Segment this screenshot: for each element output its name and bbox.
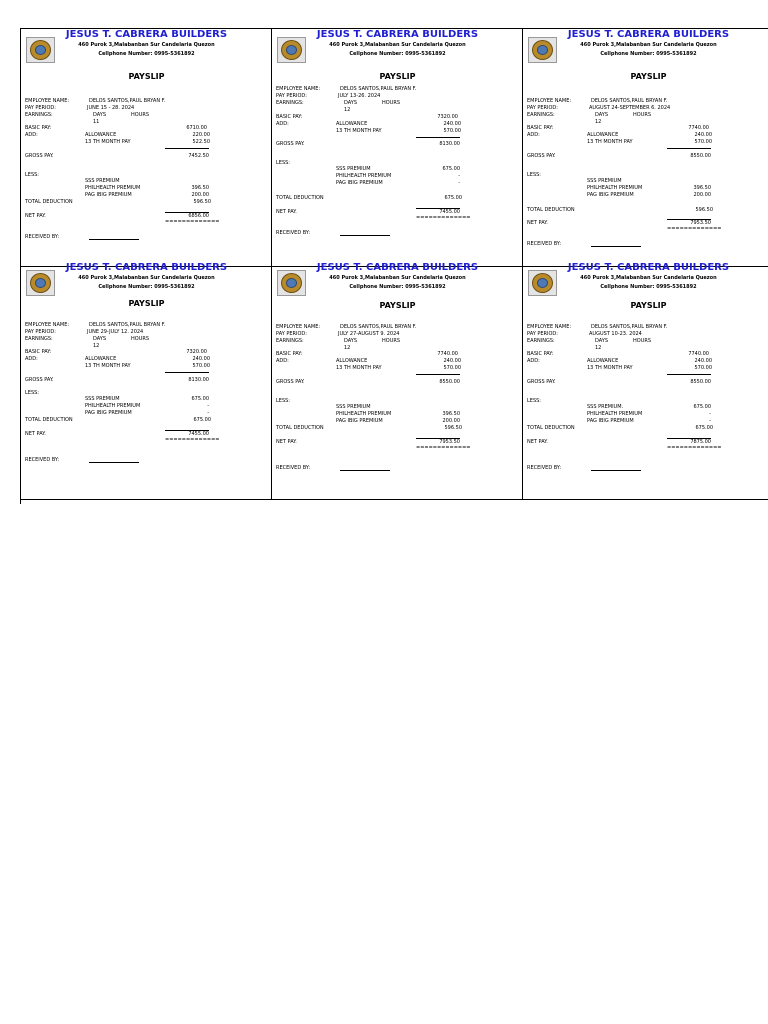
sss-premium-value: 675.00 [191, 396, 209, 402]
company-phone: Cellphone Number: 0995-5361892 [349, 51, 446, 57]
total-deduction-value: 596.50 [444, 425, 462, 431]
allowance-label: ALLOWANCE [85, 132, 117, 138]
philhealth-premium-value: - [458, 173, 460, 179]
philhealth-premium-value: 396.50 [191, 185, 209, 191]
earnings-label: EARNINGS: [276, 338, 304, 344]
sss-premium-label: SSS PREMIUM [336, 166, 371, 172]
allowance-label: ALLOWANCE [587, 358, 619, 364]
allowance-value: 240.00 [694, 358, 712, 364]
hours-label: HOURS [382, 100, 401, 106]
company-phone: Cellphone Number: 0995-5361892 [98, 51, 195, 57]
net-double-rule: ============= [416, 445, 471, 451]
hours-label: HOURS [131, 336, 150, 342]
net-pay-label: NET PAY. [276, 209, 297, 215]
thirteenth-month-label: 13 TH MONTH PAY [336, 365, 382, 371]
pay-period-label: PAY PERIOD: [527, 331, 558, 337]
pay-period-value: JUNE 29-JULY 12. 2024 [87, 329, 144, 335]
gross-pay-value: 7452.50 [188, 153, 209, 159]
earnings-label: EARNINGS: [276, 100, 304, 106]
company-logo-icon [26, 37, 55, 63]
net-pay-label: NET PAY. [527, 220, 548, 226]
payslip-title: PAYSLIP [630, 72, 667, 81]
allowance-label: ALLOWANCE [85, 356, 117, 362]
received-by-label: RECEIVED BY: [527, 465, 562, 471]
net-pay-label: NET PAY. [276, 439, 297, 445]
payslip-title: PAYSLIP [630, 301, 667, 310]
thirteenth-month-label: 13 TH MONTH PAY [85, 363, 131, 369]
hours-label: HOURS [633, 338, 652, 344]
payslip-card [523, 29, 768, 267]
add-label: ADD: [25, 356, 38, 362]
days-value: 12 [344, 345, 351, 351]
allowance-value: 220.00 [192, 132, 210, 138]
total-deduction-label: TOTAL DEDUCTION [527, 207, 575, 213]
total-deduction-value: 596.50 [193, 199, 211, 205]
pagibig-premium-label: PAG IBIG PREMIUM [85, 192, 132, 198]
thirteenth-month-value: 522.50 [192, 139, 210, 145]
less-label: LESS: [25, 172, 39, 178]
employee-name-label: EMPLOYEE NAME: [527, 324, 572, 330]
net-pay-value: 7875.00 [690, 439, 711, 445]
company-phone: Cellphone Number: 0995-5361892 [349, 284, 446, 290]
pagibig-premium-label: PAG IBIG PREMIUM [336, 180, 383, 186]
pagibig-premium-value: 200.00 [191, 192, 209, 198]
pagibig-premium-value: - [207, 410, 209, 416]
allowance-value: 240.00 [443, 121, 461, 127]
days-value: 12 [344, 107, 351, 113]
days-label: DAYS [595, 112, 609, 118]
company-name: JESUS T. CABRERA BUILDERS [65, 29, 228, 40]
employee-name-label: EMPLOYEE NAME: [276, 86, 321, 92]
net-double-rule: ============= [165, 437, 220, 443]
hours-label: HOURS [633, 112, 652, 118]
payslip-card [523, 262, 768, 500]
net-pay-value: 7953.50 [690, 220, 711, 226]
add-label: ADD: [276, 358, 289, 364]
basic-pay-value: 7740.00 [688, 125, 709, 131]
gross-underline [416, 374, 460, 375]
received-by-label: RECEIVED BY: [276, 230, 311, 236]
basic-pay-label: BASIC PAY: [25, 125, 52, 131]
sss-premium-label: SSS PREMIUM [85, 396, 120, 402]
basic-pay-label: BASIC PAY: [276, 351, 303, 357]
payslip-sheet [20, 28, 768, 504]
company-phone: Cellphone Number: 0995-5361892 [600, 284, 697, 290]
gross-pay-label: GROSS PAY. [276, 141, 305, 147]
employee-name-label: EMPLOYEE NAME: [527, 98, 572, 104]
pagibig-premium-label: PAG IBIG PREMIUM [587, 418, 634, 424]
add-label: ADD: [276, 121, 289, 127]
pay-period-value: AUGUST 10-23. 2024 [589, 331, 642, 337]
thirteenth-month-label: 13 TH MONTH PAY [587, 365, 633, 371]
payslip-card [21, 29, 272, 267]
sss-premium-label: SSS PREMIUM [85, 178, 120, 184]
company-logo-icon [277, 270, 306, 296]
basic-pay-value: 6710.00 [186, 125, 207, 131]
thirteenth-month-value: 570.00 [443, 365, 461, 371]
allowance-value: 240.00 [192, 356, 210, 362]
days-label: DAYS [93, 336, 107, 342]
total-deduction-label: TOTAL DEDUCTION [25, 199, 73, 205]
earnings-label: EARNINGS: [25, 336, 53, 342]
total-deduction-value: 596.50 [695, 207, 713, 213]
net-double-rule: ============= [667, 226, 722, 232]
company-logo-icon [528, 37, 557, 63]
days-label: DAYS [344, 338, 358, 344]
add-label: ADD: [527, 358, 540, 364]
employee-name-value: DELOS SANTOS,PAUL BRYAN F. [591, 98, 668, 104]
company-name: JESUS T. CABRERA BUILDERS [316, 262, 479, 273]
philhealth-premium-label: PHILHEALTH PREMIUM [85, 403, 141, 409]
gross-pay-value: 8550.00 [690, 379, 711, 385]
philhealth-premium-value: 396.50 [442, 411, 460, 417]
employee-name-label: EMPLOYEE NAME: [25, 98, 70, 104]
basic-pay-label: BASIC PAY: [25, 349, 52, 355]
philhealth-premium-label: PHILHEALTH PREMIUM [85, 185, 141, 191]
allowance-label: ALLOWANCE [587, 132, 619, 138]
pagibig-premium-value: 200.00 [693, 192, 711, 198]
received-by-signature-line [591, 470, 641, 471]
allowance-label: ALLOWANCE [336, 121, 368, 127]
pay-period-value: AUGUST 24-SEPTEMBER 6. 2024 [589, 105, 671, 111]
days-value: 12 [93, 343, 100, 349]
company-name: JESUS T. CABRERA BUILDERS [567, 29, 730, 40]
net-pay-label: NET PAY. [527, 439, 548, 445]
received-by-signature-line [340, 470, 390, 471]
less-label: LESS: [276, 160, 290, 166]
add-label: ADD: [25, 132, 38, 138]
pay-period-value: JUNE 15 - 28. 2024 [87, 105, 135, 111]
gross-underline [165, 372, 209, 373]
pagibig-premium-value: 200.00 [442, 418, 460, 424]
total-deduction-value: 675.00 [193, 417, 211, 423]
received-by-label: RECEIVED BY: [276, 465, 311, 471]
sss-premium-label: SSS PREMIUM. [587, 404, 624, 410]
received-by-label: RECEIVED BY: [25, 234, 60, 240]
pay-period-label: PAY PERIOD: [25, 105, 56, 111]
company-logo-icon [277, 37, 306, 63]
pagibig-premium-value: - [709, 418, 711, 424]
basic-pay-value: 7320.00 [186, 349, 207, 355]
gross-pay-label: GROSS PAY. [25, 377, 54, 383]
thirteenth-month-label: 13 TH MONTH PAY [587, 139, 633, 145]
employee-name-value: DELOS SANTOS,PAUL BRYAN F. [89, 98, 166, 104]
hours-label: HOURS [131, 112, 150, 118]
allowance-label: ALLOWANCE [336, 358, 368, 364]
philhealth-premium-value: 396.50 [693, 185, 711, 191]
company-address: 460 Purok 3,Malabanban Sur Candelaria Quezon [329, 275, 466, 281]
net-double-rule: ============= [667, 445, 722, 451]
company-name: JESUS T. CABRERA BUILDERS [65, 262, 228, 273]
basic-pay-label: BASIC PAY: [276, 114, 303, 120]
net-double-rule: ============= [165, 219, 220, 225]
total-deduction-label: TOTAL DEDUCTION [276, 425, 324, 431]
company-logo-icon [528, 270, 557, 296]
less-label: LESS: [527, 398, 541, 404]
basic-pay-label: BASIC PAY: [527, 125, 554, 131]
philhealth-premium-label: PHILHEALTH PREMIUM [587, 411, 643, 417]
less-label: LESS: [527, 172, 541, 178]
thirteenth-month-value: 570.00 [192, 363, 210, 369]
payslip-card [272, 29, 523, 267]
philhealth-premium-label: PHILHEALTH PREMIUM [587, 185, 643, 191]
received-by-label: RECEIVED BY: [527, 241, 562, 247]
payslip-card [21, 262, 272, 500]
thirteenth-month-label: 13 TH MONTH PAY [336, 128, 382, 134]
total-deduction-label: TOTAL DEDUCTION [527, 425, 575, 431]
earnings-label: EARNINGS: [527, 112, 555, 118]
earnings-label: EARNINGS: [25, 112, 53, 118]
employee-name-label: EMPLOYEE NAME: [276, 324, 321, 330]
net-pay-value: 7953.50 [439, 439, 460, 445]
net-pay-value: 7455.00 [439, 209, 460, 215]
thirteenth-month-value: 570.00 [694, 139, 712, 145]
employee-name-value: DELOS SANTOS,PAUL BRYAN F. [340, 324, 417, 330]
employee-name-value: DELOS SANTOS,PAUL BRYAN F. [89, 322, 166, 328]
company-address: 460 Purok 3,Malabanban Sur Candelaria Quezon [78, 275, 215, 281]
basic-pay-label: BASIC PAY: [527, 351, 554, 357]
received-by-signature-line [340, 235, 390, 236]
employee-name-value: DELOS SANTOS,PAUL BRYAN F. [591, 324, 668, 330]
days-label: DAYS [595, 338, 609, 344]
pay-period-label: PAY PERIOD: [25, 329, 56, 335]
pay-period-label: PAY PERIOD: [276, 331, 307, 337]
gross-pay-label: GROSS PAY. [527, 379, 556, 385]
net-pay-value: 6856.00 [188, 213, 209, 219]
company-logo-icon [26, 270, 55, 296]
gross-pay-value: 8550.00 [690, 153, 711, 159]
thirteenth-month-label: 13 TH MONTH PAY [85, 139, 131, 145]
pay-period-label: PAY PERIOD: [276, 93, 307, 99]
net-pay-label: NET PAY. [25, 213, 46, 219]
pagibig-premium-label: PAG IBIG PREMIUM [587, 192, 634, 198]
net-pay-label: NET PAY. [25, 431, 46, 437]
philhealth-premium-value: - [207, 403, 209, 409]
sss-premium-value: 675.00 [693, 404, 711, 410]
total-deduction-label: TOTAL DEDUCTION [276, 195, 324, 201]
gross-pay-label: GROSS PAY. [25, 153, 54, 159]
gross-underline [165, 148, 209, 149]
total-deduction-value: 675.00 [695, 425, 713, 431]
sss-premium-label: SSS PREMIUM [336, 404, 371, 410]
days-value: 11 [93, 119, 100, 125]
employee-name-label: EMPLOYEE NAME: [25, 322, 70, 328]
thirteenth-month-value: 570.00 [694, 365, 712, 371]
allowance-value: 240.00 [694, 132, 712, 138]
payslip-title: PAYSLIP [128, 72, 165, 81]
net-double-rule: ============= [416, 215, 471, 221]
sss-premium-value: 675.00 [442, 166, 460, 172]
company-address: 460 Purok 3,Malabanban Sur Candelaria Quezon [78, 42, 215, 48]
employee-name-value: DELOS SANTOS,PAUL BRYAN F. [340, 86, 417, 92]
payslip-card [272, 262, 523, 500]
pagibig-premium-label: PAG IBIG PREMIUM [336, 418, 383, 424]
received-by-label: RECEIVED BY: [25, 457, 60, 463]
gross-pay-value: 8550.00 [439, 379, 460, 385]
gross-underline [667, 374, 711, 375]
earnings-label: EARNINGS: [527, 338, 555, 344]
basic-pay-value: 7740.00 [437, 351, 458, 357]
gross-underline [416, 137, 460, 138]
hours-label: HOURS [382, 338, 401, 344]
philhealth-premium-value: - [709, 411, 711, 417]
company-name: JESUS T. CABRERA BUILDERS [567, 262, 730, 273]
basic-pay-value: 7740.00 [688, 351, 709, 357]
gross-pay-value: 8130.00 [188, 377, 209, 383]
gross-pay-label: GROSS PAY. [276, 379, 305, 385]
less-label: LESS: [25, 390, 39, 396]
company-phone: Cellphone Number: 0995-5361892 [98, 284, 195, 290]
pay-period-value: JULY 13-26. 2024 [338, 93, 381, 99]
days-value: 12 [595, 345, 602, 351]
received-by-signature-line [89, 239, 139, 240]
net-pay-value: 7455.00 [188, 431, 209, 437]
total-deduction-label: TOTAL DEDUCTION [25, 417, 73, 423]
sss-premium-label: SSS PREMIUM [587, 178, 622, 184]
company-address: 460 Purok 3,Malabanban Sur Candelaria Quezon [580, 275, 717, 281]
add-label: ADD: [527, 132, 540, 138]
less-label: LESS: [276, 398, 290, 404]
payslip-title: PAYSLIP [128, 299, 165, 308]
payslip-title: PAYSLIP [379, 72, 416, 81]
pay-period-label: PAY PERIOD: [527, 105, 558, 111]
basic-pay-value: 7320.00 [437, 114, 458, 120]
company-address: 460 Purok 3,Malabanban Sur Candelaria Quezon [329, 42, 466, 48]
days-value: 12 [595, 119, 602, 125]
days-label: DAYS [93, 112, 107, 118]
payslip-title: PAYSLIP [379, 301, 416, 310]
total-deduction-value: 675.00 [444, 195, 462, 201]
received-by-signature-line [591, 246, 641, 247]
days-label: DAYS [344, 100, 358, 106]
received-by-signature-line [89, 462, 139, 463]
gross-pay-value: 8130.00 [439, 141, 460, 147]
pagibig-premium-value: - [458, 180, 460, 186]
philhealth-premium-label: PHILHEALTH PREMIUM [336, 173, 392, 179]
thirteenth-month-value: 570.00 [443, 128, 461, 134]
pay-period-value: JULY 27-AUGUST 9. 2024 [338, 331, 400, 337]
company-name: JESUS T. CABRERA BUILDERS [316, 29, 479, 40]
company-phone: Cellphone Number: 0995-5361892 [600, 51, 697, 57]
gross-pay-label: GROSS PAY. [527, 153, 556, 159]
allowance-value: 240.00 [443, 358, 461, 364]
pagibig-premium-label: PAG IBIG PREMIUM [85, 410, 132, 416]
gross-underline [667, 148, 711, 149]
philhealth-premium-label: PHILHEALTH PREMIUM [336, 411, 392, 417]
company-address: 460 Purok 3,Malabanban Sur Candelaria Quezon [580, 42, 717, 48]
